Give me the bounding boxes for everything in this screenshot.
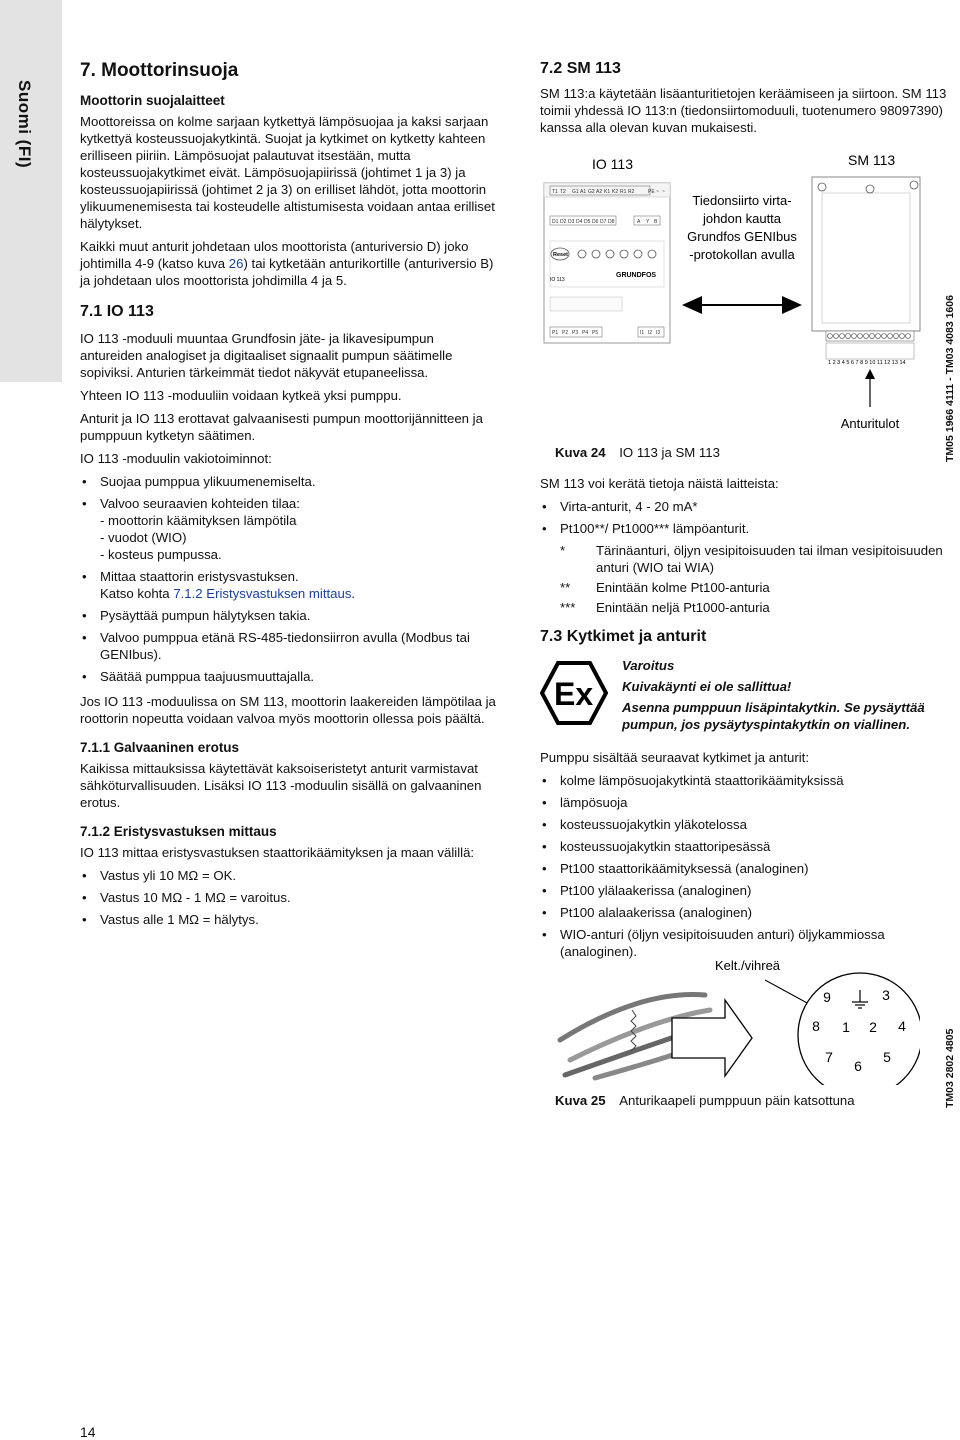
grundfos-logo: GRUNDFOS — [616, 272, 657, 279]
section-switches: 7.3 Kytkimet ja anturit — [540, 628, 707, 645]
svg-text:johdon kautta: johdon kautta — [702, 211, 782, 226]
svg-text:P4: P4 — [582, 330, 589, 336]
svg-text:A2: A2 — [596, 189, 603, 195]
svg-text:4: 4 — [898, 1018, 906, 1034]
page-number: 14 — [80, 1424, 96, 1440]
list-item: • Valvoo pumppua etänä RS-485-tiedonsiirron avulla (Modbus tai GENIbus). — [80, 629, 498, 663]
list-item: • Valvoo seuraavien kohteiden tilaa: - moottorin käämityksen lämpötila - vuodot (WIO) - kosteus pumpussa. — [80, 495, 498, 563]
svg-text:I1: I1 — [640, 330, 645, 336]
list-item: • kolme lämpösuojakytkintä staattorikäämityksissä — [540, 772, 958, 789]
paragraph: Kaikissa mittauksissa käytettävät kaksoiseristetyt anturit varmistavat sähköturvallisuuden. Lisäksi IO 113 -moduulin sisällä on galvaaninen erotus. — [80, 761, 482, 810]
io113-sm113-diagram — [530, 145, 930, 465]
section-link[interactable]: 7.1.2 Eristysvastuksen mittaus — [173, 586, 352, 601]
svg-text:D6: D6 — [592, 219, 599, 225]
svg-text:9: 9 — [823, 989, 831, 1005]
subsection-motor-protection: Moottorin suojalaitteet — [80, 93, 225, 108]
svg-text:3: 3 — [882, 987, 890, 1003]
section-galvanic: 7.1.1 Galvaaninen erotus — [80, 740, 240, 755]
paragraph: Anturit ja IO 113 erottavat galvaanisesti pumpun moottorijännitteen ja pumppuun kytketyn säätimen. — [80, 411, 483, 443]
svg-text:K2: K2 — [612, 189, 619, 195]
sensor-inputs-label: Anturitulot — [840, 416, 900, 431]
svg-text:G2: G2 — [588, 189, 595, 195]
svg-text:D1: D1 — [552, 219, 559, 225]
footnote: ** Enintään kolme Pt100-anturia — [560, 580, 770, 595]
svg-text:5: 5 — [883, 1049, 891, 1065]
sensor-input-arrow — [865, 369, 875, 407]
figure-24-caption — [555, 444, 935, 461]
list-item: • Mittaa staattorin eristysvastuksen. Katso kohta 7.1.2 Eristysvastuksen mittaus. — [80, 568, 498, 602]
svg-text:D8: D8 — [608, 219, 615, 225]
svg-text:2: 2 — [869, 1019, 877, 1035]
svg-text:T2: T2 — [560, 189, 566, 195]
figure-25-caption — [555, 1092, 935, 1109]
list-item: • Suojaa pumppua ylikuumenemiselta. — [80, 473, 498, 490]
sm113-module — [812, 177, 920, 366]
list-item: • Pt100**/ Pt1000*** lämpöanturit. — [540, 520, 958, 537]
svg-text:~: ~ — [662, 189, 665, 195]
comm-text — [687, 193, 797, 262]
ex-warning-icon — [540, 659, 608, 727]
svg-text:A1: A1 — [580, 189, 587, 195]
svg-text:K1: K1 — [604, 189, 611, 195]
paragraph: IO 113 -moduulin vakiotoiminnot: — [80, 451, 272, 466]
svg-text:I2: I2 — [648, 330, 653, 336]
connector-face — [798, 973, 920, 1085]
paragraph: Kaikki muut anturit johdetaan ulos moottorista (anturiversio D) joko johtimilla 4-9 (katso kuva 26) tai kytketään anturikortille (anturiversio B) ja johdetaan ulos moottorista johdimilla 4 ja 5. — [80, 239, 494, 288]
svg-text:T1: T1 — [552, 189, 558, 195]
right-intro — [540, 60, 950, 142]
warning-box — [540, 657, 958, 743]
svg-text:PE: PE — [648, 189, 655, 195]
svg-text:Y: Y — [646, 219, 650, 225]
list-item: • Pt100 ylälaakerissa (analoginen) — [540, 882, 958, 899]
svg-text:G1: G1 — [572, 189, 579, 195]
paragraph: Jos IO 113 -moduulissa on SM 113, moottorin laakereiden lämpötilaa ja roottorin nopeutta voidaan valvoa myös moottorin ollessa pois päältä. — [80, 694, 496, 726]
svg-text:-protokollan avulla: -protokollan avulla — [689, 247, 795, 262]
list-item: • WIO-anturi (öljyn vesipitoisuuden anturi) öljykammiossa (analoginen). — [540, 926, 958, 960]
svg-text:Grundfos GENIbus: Grundfos GENIbus — [687, 229, 797, 244]
svg-text:D5: D5 — [584, 219, 591, 225]
left-column — [80, 60, 498, 936]
caption-text: IO 113 ja SM 113 — [619, 445, 720, 460]
svg-text:1: 1 — [842, 1019, 850, 1035]
svg-text:1 2 3 4 5 6 7 8 9 10 1: 1 2 3 4 5 6 7 8 9 10 11 12 13 14 — [828, 360, 906, 366]
figure-25 — [540, 950, 920, 1085]
list-item: • Virta-anturit, 4 - 20 mA* — [540, 498, 958, 515]
list-item: • Vastus yli 10 MΩ = OK. — [80, 867, 498, 884]
svg-text:6: 6 — [854, 1058, 862, 1074]
section-io113: 7.1 IO 113 — [80, 303, 154, 320]
caption-text: Anturikaapeli pumppuun päin katsottuna — [619, 1093, 855, 1108]
svg-text:~: ~ — [656, 189, 659, 195]
svg-text:R2: R2 — [628, 189, 635, 195]
svg-text:B: B — [654, 219, 658, 225]
caption-number: Kuva 24 — [555, 445, 606, 460]
sensor-list — [540, 772, 958, 960]
language-tab — [0, 0, 62, 382]
sm113-label: SM 113 — [848, 152, 896, 168]
section-sm113: 7.2 SM 113 — [540, 60, 621, 77]
svg-text:IO 113: IO 113 — [550, 277, 565, 283]
caption-number: Kuva 25 — [555, 1093, 606, 1108]
svg-text:P5: P5 — [592, 330, 599, 336]
list-item: • Säätää pumppua taajuusmuuttajalla. — [80, 668, 498, 685]
resistance-list — [80, 867, 498, 928]
svg-text:R1: R1 — [620, 189, 627, 195]
right-body — [540, 475, 958, 968]
sensor-cable-diagram — [540, 950, 920, 1085]
list-item: • Vastus 10 MΩ - 1 MΩ = varoitus. — [80, 889, 498, 906]
list-item: • kosteussuojakytkin yläkotelossa — [540, 816, 958, 833]
paragraph: Moottoreissa on kolme sarjaan kytkettyä lämpösuojaa ja kaksi sarjaan kytkettyä kosteussuojakytkintä. Suojat ja kytkimet on kytketty kahteen erilliseen piiriin. Lämpösuojat palautuvat itsestään, mutta kosteussuojakytkimet eivät. Lämpösuojapiirissä (johtimet 1 ja 3) ja kosteussuojapiirissä (johtimet 2 ja 3) on erilliset lähdöt, jotta moottorin ylikuumenemisesta tai kosteudelle altistumisesta voidaan antaa erilliset hälytykset. — [80, 114, 495, 231]
figure-link[interactable]: 26 — [228, 256, 244, 271]
list-item: • Pt100 alalaakerissa (analoginen) — [540, 904, 958, 921]
function-list — [80, 473, 498, 685]
paragraph: Pumppu sisältää seuraavat kytkimet ja anturit: — [540, 750, 810, 765]
svg-text:D4: D4 — [576, 219, 583, 225]
figure-code: TM05 1966 4111 - TM03 4083 1606 — [944, 295, 956, 462]
svg-text:D3: D3 — [568, 219, 575, 225]
svg-text:D7: D7 — [600, 219, 607, 225]
svg-text:I3: I3 — [656, 330, 661, 336]
paragraph: SM 113 voi kerätä tietoja näistä laitteista: — [540, 476, 779, 491]
kelt-label: Kelt./vihreä — [715, 958, 781, 973]
footnotes — [560, 542, 958, 616]
device-list — [540, 498, 958, 537]
double-arrow — [682, 296, 802, 314]
svg-text:P2: P2 — [562, 330, 569, 336]
paragraph: SM 113:a käytetään lisäanturitietojen keräämiseen ja siirtoon. SM 113 toimii yhdessä IO 113:n (tiedonsiirtomoduuli, tuotenumero 98097390) kanssa alla olevan kuvan mukaisesti. — [540, 86, 947, 135]
paragraph: Yhteen IO 113 -moduuliin voidaan kytkeä yksi pumppu. — [80, 388, 402, 403]
io113-label: IO 113 — [592, 156, 633, 172]
svg-text:P1: P1 — [552, 330, 559, 336]
svg-text:Reset: Reset — [553, 252, 568, 258]
list-item: • Vastus alle 1 MΩ = hälytys. — [80, 911, 498, 928]
svg-text:Ex: Ex — [554, 676, 594, 712]
svg-text:8: 8 — [812, 1018, 820, 1034]
svg-text:P3: P3 — [572, 330, 579, 336]
language-label: Suomi (FI) — [15, 80, 34, 169]
svg-text:A: A — [637, 219, 641, 225]
section-title: 7. Moottorinsuoja — [80, 60, 239, 81]
footnote: *** Enintään neljä Pt1000-anturia — [560, 600, 770, 615]
list-item: • lämpösuoja — [540, 794, 958, 811]
svg-text:D2: D2 — [560, 219, 567, 225]
svg-text:7: 7 — [825, 1049, 833, 1065]
warning-line: Asenna pumppuun lisäpintakytkin. Se pysäyttää pumpun, jos pysäytyspintakytkin on viallinen. — [622, 700, 925, 732]
figure-code: TM03 2802 4805 — [944, 1028, 956, 1108]
list-item: • Pysäyttää pumpun hälytyksen takia. — [80, 607, 498, 624]
svg-text:Tiedonsiirto virta-: Tiedonsiirto virta- — [692, 193, 792, 208]
section-insulation: 7.1.2 Eristysvastuksen mittaus — [80, 824, 277, 839]
paragraph: IO 113 -moduuli muuntaa Grundfosin jäte- ja likavesipumpun antureiden analogiset ja digitaaliset signaalit pumpun säätimelle sopiviksi. Anturien tärkeimmät tiedot näkyvät etupaneelissa. — [80, 331, 453, 380]
list-item: • Pt100 staattorikäämityksessä (analoginen) — [540, 860, 958, 877]
warning-title: Varoitus — [622, 658, 675, 673]
figure-24 — [530, 145, 930, 465]
list-item: • kosteussuojakytkin staattoripesässä — [540, 838, 958, 855]
footnote: * Tärinäanturi, öljyn vesipitoisuuden tai ilman vesipitoisuuden anturi (WIO tai WIA) — [560, 543, 943, 575]
io113-module — [544, 183, 670, 343]
warning-line: Kuivakäynti ei ole sallittua! — [622, 679, 792, 694]
paragraph: IO 113 mittaa eristysvastuksen staattorikäämityksen ja maan välillä: — [80, 845, 475, 860]
